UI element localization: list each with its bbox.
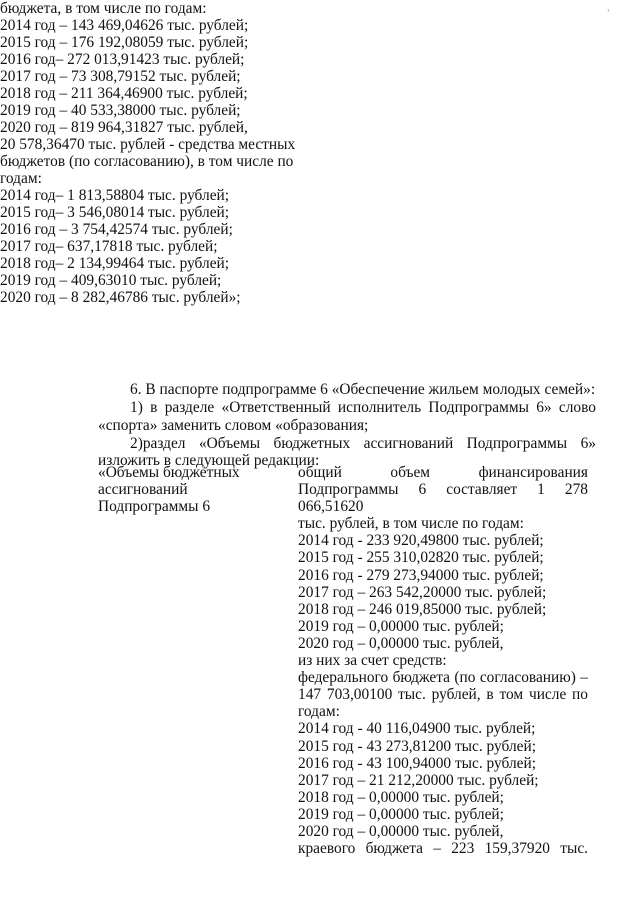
table-right-line: 2014 год - 233 920,49800 тыс. рублей; [298,532,544,550]
table-right-line: Подпрограммы 6 составляет 1 278 066,51620 [298,481,588,516]
text-line: 2018 год – 211 364,46900 тыс. рублей; [0,85,248,102]
table-right-line: годам: [298,703,340,721]
table-left-line: «Объемы бюджетных [98,464,240,481]
table-left-line: Подпрограммы 6 [98,498,211,515]
table-right-line: 2016 год - 43 100,94000 тыс. рублей; [298,754,537,772]
text-line: 2014 год – 143 469,04626 тыс. рублей; [0,17,249,34]
table-right-line: из них за счет средств: [298,652,447,670]
text-line: 2015 год– 3 546,08014 тыс. рублей; [0,204,230,221]
text-line: 2019 год – 40 533,38000 тыс. рублей; [0,102,241,119]
text-line: 2020 год – 819 964,31827 тыс. рублей, [0,119,248,136]
text-line: 2017 год– 637,17818 тыс. рублей; [0,238,218,255]
item-1-line-1: 1) в разделе «Ответственный исполнитель Подпрограммы 6» слово [130,399,596,416]
corner-mark: ' [607,8,609,18]
item-2-line-1: 2)раздел «Объемы бюджетных ассигнований Подпрограммы 6» [130,435,596,452]
text-line: 20 578,36470 тыс. рублей - средства местных [0,136,296,153]
table-right-line: краевого бюджета – 223 159,37920 тыс. [298,840,588,858]
table-right-line: федерального бюджета (по согласованию) – [298,669,588,687]
table-left-line: ассигнований [98,481,188,498]
text-line: годам: [0,170,42,187]
table-right-line: 147 703,00100 тыс. рублей, в том числе по [298,686,588,704]
table-left-cell [98,464,268,515]
table-right-line: 2015 год - 255 310,02820 тыс. рублей; [298,549,544,567]
table-right-line: 2019 год – 0,00000 тыс. рублей; [298,617,504,635]
text-line: 2016 год – 3 754,42574 тыс. рублей; [0,221,233,238]
item-6-heading: 6. В паспорте подпрограмме 6 «Обеспечение жильем молодых семей»: [130,381,596,398]
text-line: 2017 год – 73 308,79152 тыс. рублей; [0,68,241,85]
table-right-line: общий объем финансирования [298,464,588,481]
text-line: 2014 год– 1 813,58804 тыс. рублей; [0,187,230,204]
table-right-line: 2020 год – 0,00000 тыс. рублей, [298,634,504,652]
text-line: 2018 год– 2 134,99464 тыс. рублей; [0,255,230,272]
table-right-line: 2016 год - 279 273,94000 тыс. рублей; [298,566,544,584]
table-right-line: тыс. рублей, в том числе по годам: [298,515,524,533]
table-right-line: 2018 год – 246 019,85000 тыс. рублей; [298,600,547,618]
text-line: бюджетов (по согласованию), в том числе по [0,153,294,170]
text-line: 2020 год – 8 282,46786 тыс. рублей»; [0,289,241,306]
funding-by-year-top [0,0,330,306]
text-line: 2019 год – 409,63010 тыс. рублей; [0,272,222,289]
table-right-line: 2020 год – 0,00000 тыс. рублей, [298,822,504,840]
text-line: 2015 год – 176 192,08059 тыс. рублей; [0,34,249,51]
table-right-line: 2019 год – 0,00000 тыс. рублей; [298,805,504,823]
table-right-line: 2018 год – 0,00000 тыс. рублей; [298,788,504,806]
table-right-line: 2015 год - 43 273,81200 тыс. рублей; [298,737,537,755]
item-2-line-2: изложить в следующей редакции: [98,452,320,469]
table-right-line: 2017 год – 21 212,20000 тыс. рублей; [298,771,539,789]
table-right-cell [298,464,588,857]
item-1-line-2: «спорта» заменить словом «образования; [98,417,369,434]
table-right-line: 2014 год - 40 116,04900 тыс. рублей; [298,720,536,738]
text-line: бюджета, в том числе по годам: [0,0,207,17]
table-right-line: 2017 год – 263 542,20000 тыс. рублей; [298,583,547,601]
text-line: 2016 год– 272 013,91423 тыс. рублей; [0,51,245,68]
